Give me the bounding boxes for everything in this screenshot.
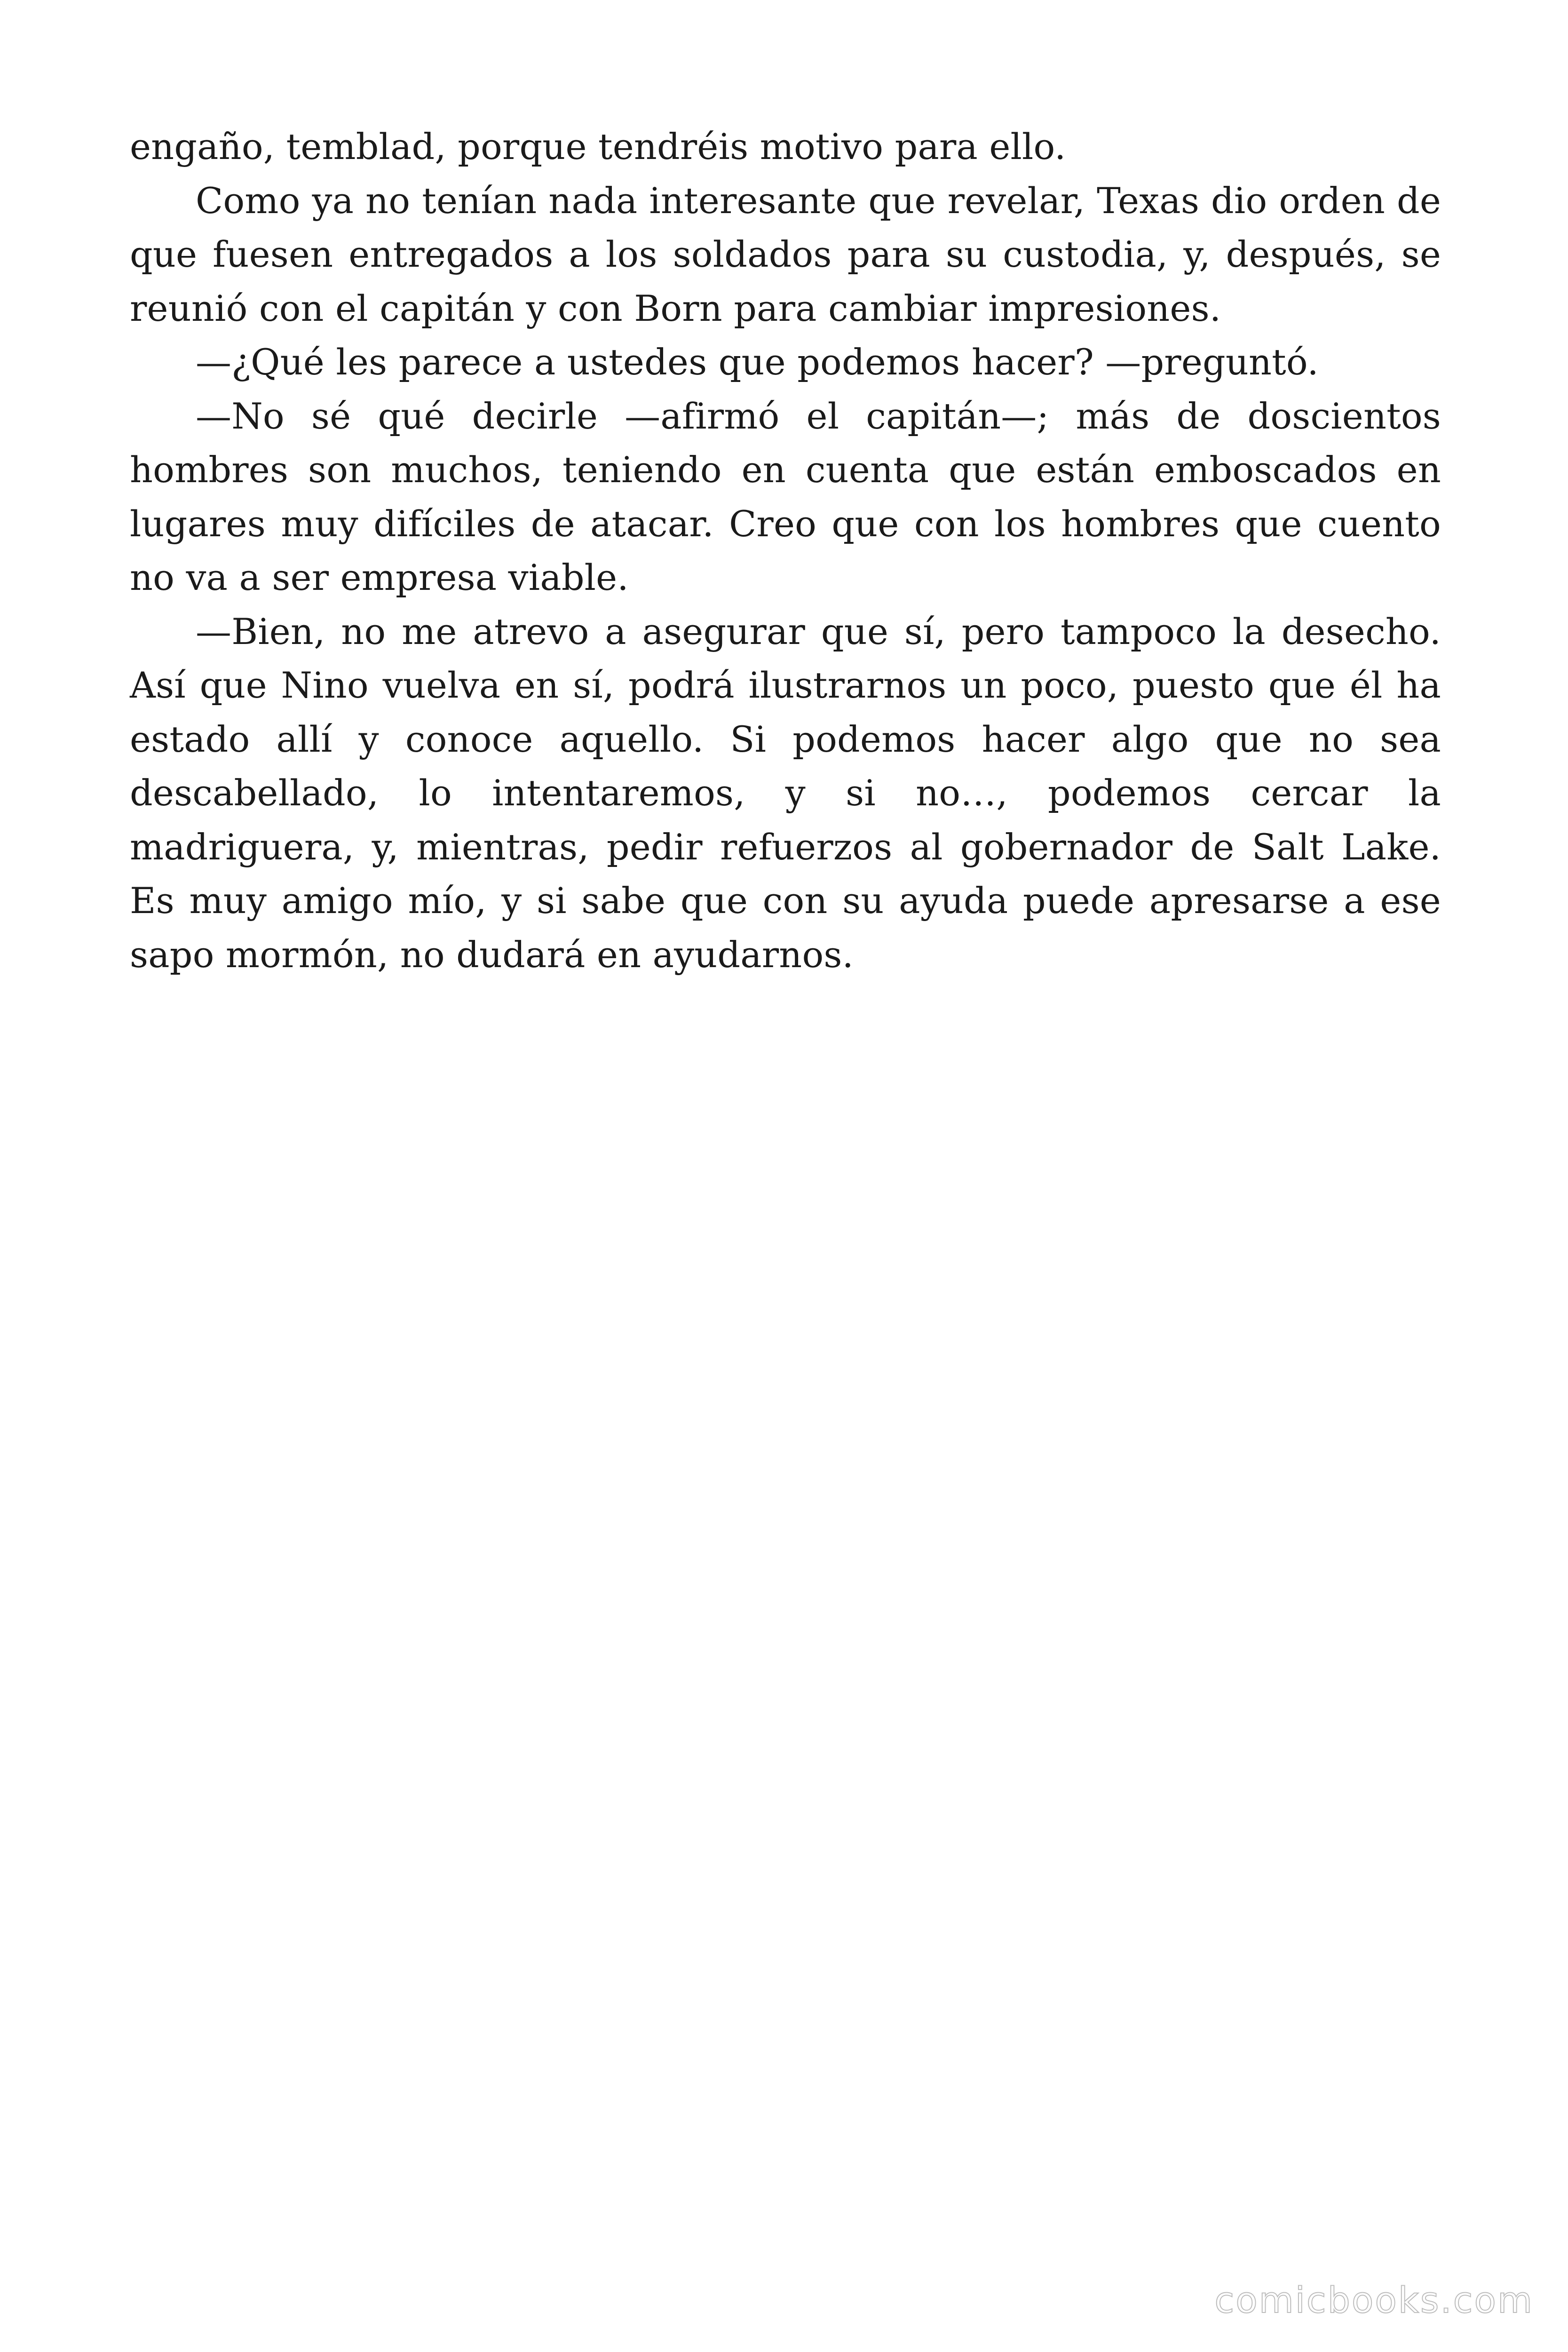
paragraph-1: engaño, temblad, porque tendréis motivo para ello. (130, 126, 1066, 167)
paragraph-2: Como ya no tenían nada interesante que revelar, Texas dio orden de que fuesen entregados a los soldados para su custodia, y, después, se reunió con el capitán y con Born para cambiar impresiones. (130, 179, 1441, 329)
paragraph-3: —¿Qué les parece a ustedes que podemos hacer? —preguntó. (196, 341, 1319, 383)
paragraph-4: —No sé qué decirle —afirmó el capitán—; más de doscientos hombres son muchos, teniendo en cuenta que están emboscados en lugares muy difíciles de atacar. Creo que con los hombres que cuento no va a ser empresa viable. (130, 395, 1441, 598)
page-body (130, 120, 1441, 982)
paragraph-5: —Bien, no me atrevo a asegurar que sí, pero tampoco la desecho. Así que Nino vuelva en sí, podrá ilustrarnos un poco, puesto que él ha estado allí y conoce aquello. Si podemos hacer algo que no sea descabellado, lo intentaremos, y si no…, podemos cercar la madriguera, y, mientras, pedir refuerzos al gobernador de Salt Lake. Es muy amigo mío, y si sabe que con su ayuda puede apresarse a ese sapo mormón, no dudará en ayudarnos. (130, 610, 1441, 976)
watermark: comicbooks.com (1214, 2279, 1534, 2321)
